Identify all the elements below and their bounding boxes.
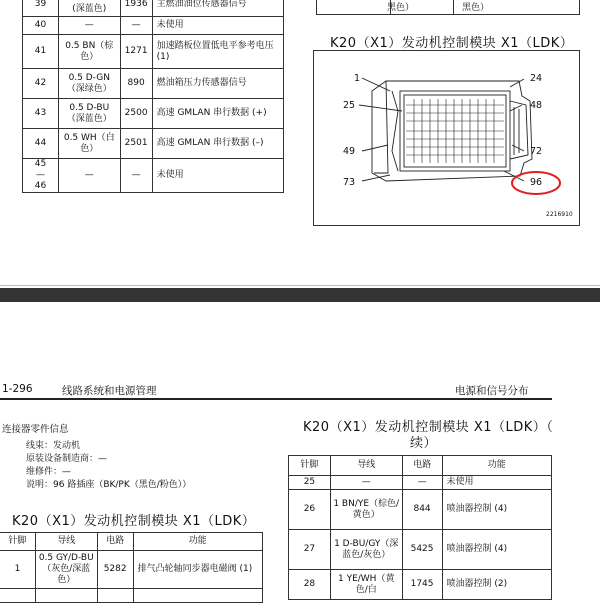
table-row — [289, 530, 552, 570]
circuit-cell: 5425 — [402, 530, 442, 570]
wire-cell: — — [58, 159, 120, 193]
pin-cell: 43 — [23, 99, 59, 129]
table-row — [23, 69, 284, 99]
info-line: 说明：96 路插座（BK/PK（黑色/粉色）） — [26, 480, 192, 490]
pin-cell: 25 — [289, 476, 331, 490]
table-row — [23, 0, 284, 17]
pin-label-24: 24 — [530, 73, 543, 84]
header-wire: 导线 — [35, 533, 97, 551]
function-cell: 未使用 — [152, 159, 283, 193]
info-line: 线束：发动机 — [26, 441, 81, 451]
function-cell: 高速 GMLAN 串行数据 (–) — [152, 129, 283, 159]
top-right-partial-table — [316, 0, 580, 15]
function-cell: 高速 GMLAN 串行数据 (+) — [152, 99, 283, 129]
table-row — [23, 35, 284, 69]
bottom-left-table — [0, 532, 263, 603]
pin-cell: 39 — [23, 0, 59, 17]
info-line: 维修件：— — [26, 467, 72, 477]
table-header-row — [289, 456, 552, 476]
function-cell: 喷油器控制 (4) — [442, 530, 551, 570]
page-number: 1-296 — [2, 383, 33, 395]
page-gap-line — [0, 285, 600, 286]
wire-cell: 0.5 D-BU（深蓝色） — [58, 99, 120, 129]
pin-cell: 44 — [23, 129, 59, 159]
function-cell: 喷油器控制 (2) — [442, 570, 551, 600]
wire-cell: 0.5 BN（棕色） — [58, 35, 120, 69]
table-row — [289, 476, 552, 490]
wire-cell: 0.5 D-GN（深绿色） — [58, 69, 120, 99]
circuit-cell: — — [120, 17, 152, 35]
table-row — [23, 159, 284, 193]
pin-cell: 26 — [289, 490, 331, 530]
pin-cell: 40 — [23, 17, 59, 35]
header-pin: 针脚 — [0, 533, 35, 551]
section-right-title: 电源和信号分布 — [455, 385, 529, 397]
info-title: 连接器零件信息 — [2, 424, 69, 435]
pin-label-73: 73 — [343, 177, 356, 188]
bottom-right-table-wrap — [288, 455, 552, 600]
function-cell: 燃油箱压力传感器信号 — [152, 69, 283, 99]
pin-cell: 41 — [23, 35, 59, 69]
info-line: 原装设备制造商：— — [26, 454, 108, 464]
wire-cell: 0.5 GY/D-BU（灰色/深蓝色） — [35, 551, 97, 589]
table-row — [0, 551, 263, 589]
section-title: 线路系统和电源管理 — [62, 385, 157, 397]
top-left-table-wrap — [22, 0, 284, 193]
page-gap — [0, 288, 600, 302]
pin-label-48: 48 — [530, 100, 543, 111]
connector-figure — [313, 50, 580, 226]
function-cell: 排气凸轮轴同步器电磁阀 (1) — [133, 551, 262, 589]
wire-cell: (深蓝色) — [58, 0, 120, 17]
function-cell: 未使用 — [152, 17, 283, 35]
circuit-cell: 1745 — [402, 570, 442, 600]
pin-label-25: 25 — [343, 100, 356, 111]
wire-cell: — — [330, 476, 402, 490]
pin-cell: 42 — [23, 69, 59, 99]
pin-label-49: 49 — [343, 146, 356, 157]
circuit-cell: 2501 — [120, 129, 152, 159]
table-row — [289, 490, 552, 530]
bottom-right-table — [288, 455, 552, 600]
left-table-title: K20（X1）发动机控制模块 X1（LDK） — [12, 514, 256, 529]
header-circuit: 电路 — [402, 456, 442, 476]
circuit-cell: 1271 — [120, 35, 152, 69]
table-row — [289, 570, 552, 600]
table-header-row — [0, 533, 263, 551]
wire-cell: 0.5 WH（白色） — [58, 129, 120, 159]
function-cell: 未使用 — [442, 476, 551, 490]
header-rule — [0, 398, 552, 400]
wire-cell: 1 D-BU/GY（深蓝色/灰色） — [330, 530, 402, 570]
pin-cell: 45 — 46 — [23, 159, 59, 193]
figure-id: 2216910 — [546, 211, 573, 218]
pin-cell: 28 — [289, 570, 331, 600]
table-row — [23, 17, 284, 35]
header-circuit: 电路 — [97, 533, 133, 551]
header-function: 功能 — [133, 533, 262, 551]
pin-cell: 1 — [0, 551, 35, 589]
table-row — [0, 589, 263, 603]
pin-label-96: 96 — [530, 177, 543, 188]
pin-cell: 27 — [289, 530, 331, 570]
right-table-title-line1: K20（X1）发动机控制模块 X1（LDK）（ — [303, 420, 554, 435]
partial-wire-cell: 黑色） — [387, 3, 415, 13]
right-table-title-line2: 续） — [410, 436, 438, 451]
circuit-cell: 844 — [402, 490, 442, 530]
table-row — [23, 129, 284, 159]
circuit-cell: 2500 — [120, 99, 152, 129]
function-cell: 喷油器控制 (4) — [442, 490, 551, 530]
circuit-cell: — — [120, 159, 152, 193]
function-cell: 主燃油油位传感器信号 — [152, 0, 283, 17]
partial-function-cell: 黑色） — [462, 3, 490, 13]
top-left-table — [22, 0, 284, 193]
connector-title: K20（X1）发动机控制模块 X1（LDK） — [330, 36, 574, 51]
header-function: 功能 — [442, 456, 551, 476]
header-wire: 导线 — [330, 456, 402, 476]
circuit-cell: 1936 — [120, 0, 152, 17]
circuit-cell: 5282 — [97, 551, 133, 589]
function-cell: 加速踏板位置低电平参考电压 (1) — [152, 35, 283, 69]
wire-cell: 1 YE/WH（黄色/白 — [330, 570, 402, 600]
pin-label-1: 1 — [354, 73, 361, 84]
table-row — [23, 99, 284, 129]
wire-cell: — — [58, 17, 120, 35]
header-pin: 针脚 — [289, 456, 331, 476]
circuit-cell: — — [402, 476, 442, 490]
pin-label-72: 72 — [530, 146, 543, 157]
bottom-left-table-wrap — [0, 532, 263, 603]
wire-cell: 1 BN/YE（棕色/黄色） — [330, 490, 402, 530]
circuit-cell: 890 — [120, 69, 152, 99]
